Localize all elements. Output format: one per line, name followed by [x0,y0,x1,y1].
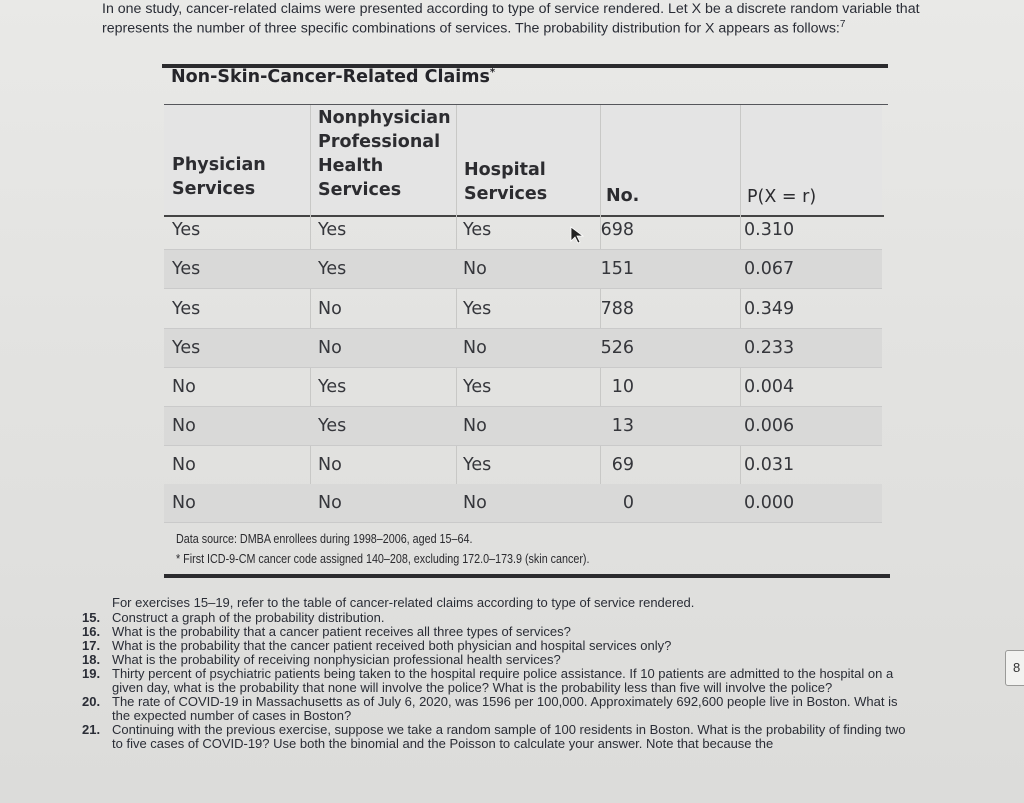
table-row [164,484,882,523]
header-physician: Physician Services [172,155,266,199]
exercise-text: Thirty percent of psychiatric patients being taken to the hospital require police assistance. If 10 patients are admitted to the hospital on a given day, what is the probability that none will involve the police? What is the probability less than five will involve the police? [112,666,894,695]
footnote-ref[interactable]: 7 [839,19,846,30]
cell-nonphysician: Yes [318,377,347,397]
exercise-text: Construct a graph of the probability distribution. [112,610,385,625]
cell-hospital: No [463,416,487,436]
cell-probability: 0.233 [744,338,795,358]
cell-probability: 0.000 [744,493,795,513]
cell-probability: 0.349 [744,299,795,319]
cell-physician: No [172,493,196,513]
cell-physician: Yes [172,220,201,240]
cell-hospital: No [463,493,487,513]
exercise-item [82,667,912,695]
cell-physician: Yes [172,338,201,358]
exercise-number: 19. [82,666,101,681]
exercise-text: Continuing with the previous exercise, suppose we take a random sample of 100 residents in Boston. What is the probability of finding two to five cases of COVID-19? Use both the binomial and the Poisson to calculate your answer. Note that because the [112,722,906,751]
table-row [164,368,882,407]
table-row [164,250,882,289]
exercise-item [82,625,912,639]
cell-hospital: Yes [463,377,492,397]
cell-count: 13 [611,416,634,436]
cell-count: 0 [622,493,634,513]
cell-probability: 0.006 [744,416,795,436]
cell-physician: No [172,377,196,397]
cell-count: 698 [600,220,634,240]
cell-hospital: Yes [463,299,492,319]
exercise-item [82,639,912,653]
table-source [176,529,589,569]
cell-count: 151 [600,259,634,279]
cell-nonphysician: No [318,493,342,513]
cell-nonphysician: No [318,455,342,475]
table-row [164,290,882,329]
exercise-number: 21. [82,722,101,737]
exercise-item [82,653,912,667]
cell-nonphysician: No [318,299,342,319]
cell-nonphysician: No [318,338,342,358]
cell-hospital: Yes [463,220,492,240]
cell-physician: Yes [172,299,201,319]
cell-count: 526 [600,338,634,358]
exercise-item [82,723,912,751]
exercise-list [82,611,912,751]
table-bottom-rule [164,574,890,578]
cell-hospital: No [463,259,487,279]
cell-probability: 0.067 [744,259,795,279]
cell-physician: No [172,416,196,436]
cell-nonphysician: Yes [318,220,347,240]
header-count: No. [606,186,640,206]
table-row [164,407,882,446]
header-nonphysician: Nonphysician Professional Health Services [318,108,451,200]
mouse-cursor-icon [570,226,584,244]
cell-nonphysician: Yes [318,416,347,436]
cell-hospital: Yes [463,455,492,475]
header-probability: P(X = r) [747,187,817,207]
cell-count: 788 [600,299,634,319]
page-side-tab[interactable]: 8 [1005,650,1024,686]
header-hospital: Hospital Services [464,160,548,204]
exercise-number: 16. [82,624,101,639]
cell-physician: Yes [172,259,201,279]
cell-physician: No [172,455,196,475]
exercise-item [82,611,912,625]
table-row [164,446,882,485]
intro-paragraph [102,2,952,37]
exercises-intro: For exercises 15–19, refer to the table of cancer-related claims according to type of service rendered. [112,595,695,610]
cell-probability: 0.310 [744,220,795,240]
data-source: Data source: DMBA enrollees during 1998–2006, aged 15–64. [176,532,473,546]
table-row [164,211,882,250]
exercise-item [82,695,912,723]
exercise-text: What is the probability that a cancer patient receives all three types of services? [112,624,571,639]
cell-count: 10 [611,377,634,397]
exercise-text: The rate of COVID-19 in Massachusetts as of July 6, 2020, was 1596 per 100,000. Approximately 692,600 people live in Boston. What is the expected number of cases in Boston? [112,694,898,723]
cell-nonphysician: Yes [318,259,347,279]
exercise-number: 15. [82,610,101,625]
cell-probability: 0.031 [744,455,795,475]
table-footnote: * First ICD-9-CM cancer code assigned 140–208, excluding 172.0–173.9 (skin cancer). [176,552,590,566]
cell-count: 69 [611,455,634,475]
exercise-text: What is the probability of receiving nonphysician professional health services? [112,652,561,667]
table-row [164,329,882,368]
intro-text: In one study, cancer-related claims were presented according to type of service rendered. Let X be a discrete random variable that represents the number of three specific combinations of services. The probability distribution for X appears as follows: [102,1,920,37]
exercise-number: 20. [82,694,101,709]
exercise-text: What is the probability that the cancer patient received both physician and hospital services only? [112,638,672,653]
exercise-number: 18. [82,652,101,667]
exercise-number: 17. [82,638,101,653]
table-title: Non-Skin-Cancer-Related Claims* [171,67,496,87]
cell-hospital: No [463,338,487,358]
cell-probability: 0.004 [744,377,795,397]
